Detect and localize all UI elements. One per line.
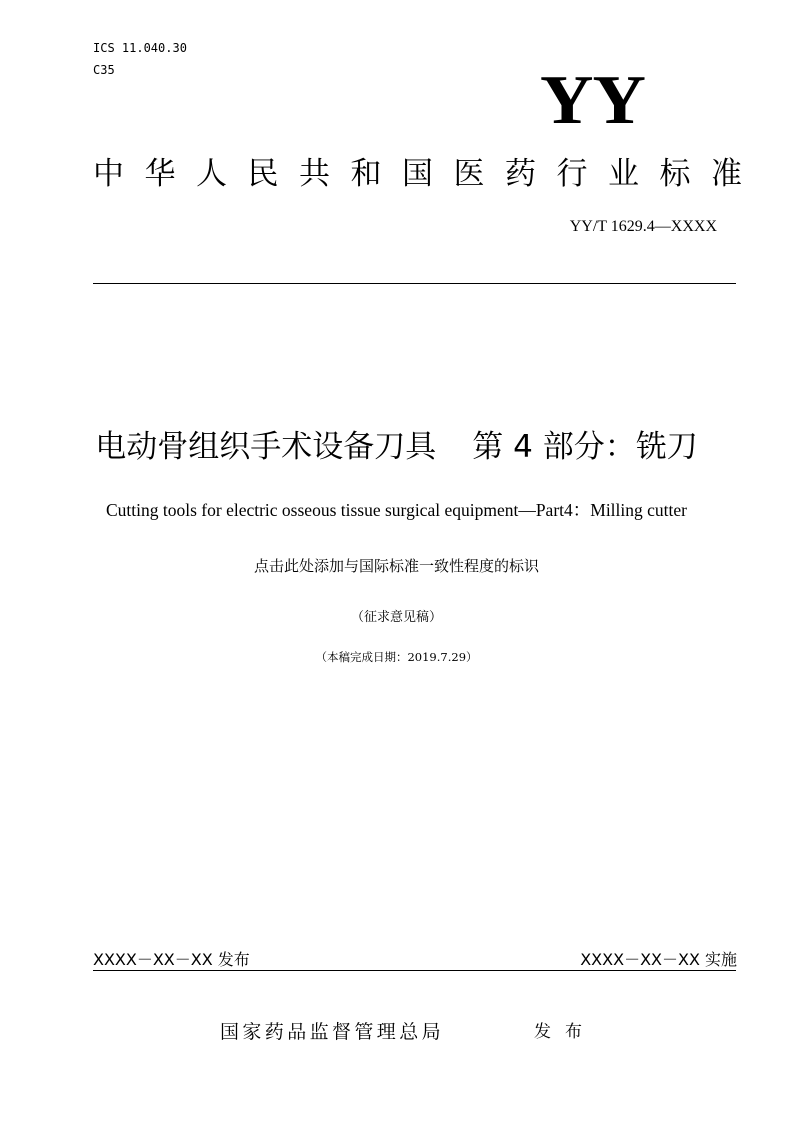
consistency-placeholder[interactable]: 点击此处添加与国际标准一致性程度的标识 — [253, 557, 539, 575]
completion-date: （本稿完成日期：2019.7.29） — [315, 650, 478, 664]
title-cn-part: 第 4 部分：铣刀 — [472, 429, 698, 465]
organization-title: 中华人民共和国医药行业标准 — [93, 156, 763, 192]
footer-divider — [93, 970, 736, 971]
issuing-authority: 国家药品监督管理总局 — [220, 1021, 445, 1043]
ics-code: ICS 11.040.30 — [93, 41, 187, 55]
document-title-cn — [0, 425, 793, 469]
yy-logo: YY — [540, 61, 645, 139]
issue-date: XXXX－XX－XX 发布 — [93, 950, 250, 969]
draft-status: （征求意见稿） — [350, 610, 442, 625]
header-divider — [93, 283, 736, 284]
standard-number: YY/T 1629.4—XXXX — [569, 218, 717, 235]
document-title-en: Cutting tools for electric osseous tissue surgical equipment—Part4：Milling cutter — [106, 500, 687, 520]
title-cn-main: 电动骨组织手术设备刀具 — [95, 429, 437, 465]
classification-code: C35 — [93, 63, 115, 77]
publish-label: 发布 — [534, 1022, 596, 1042]
implementation-date: XXXX－XX－XX 实施 — [580, 950, 737, 969]
